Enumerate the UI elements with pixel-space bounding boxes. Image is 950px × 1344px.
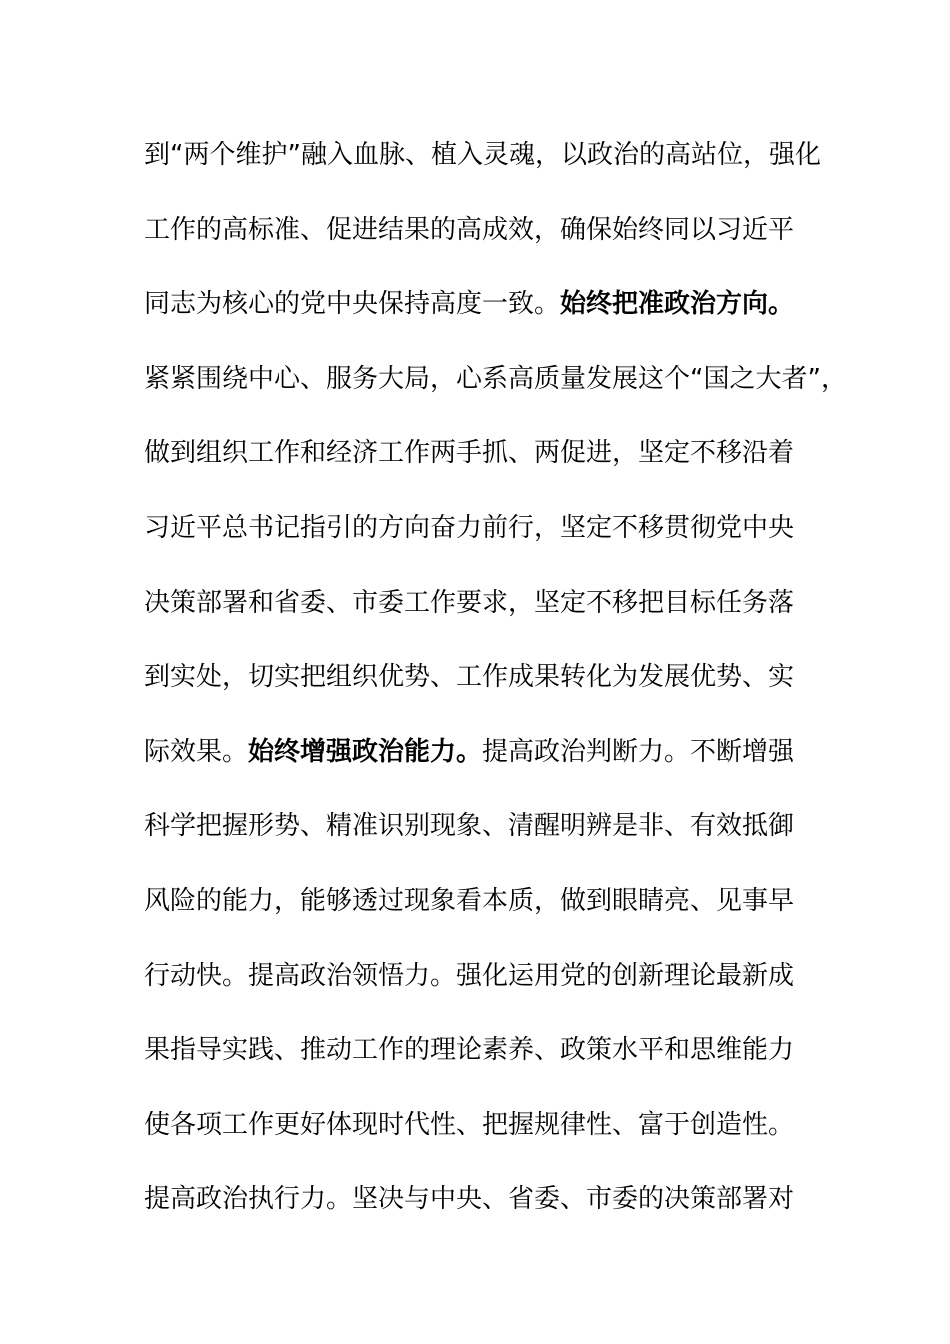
bold-heading-segment: 始终把准政治方向。 xyxy=(560,289,795,320)
text-segment: 紧紧围绕中心、服务大局，心系高质量发展这个“国之大者”， xyxy=(144,363,847,394)
text-line xyxy=(144,640,844,715)
text-line xyxy=(144,1162,844,1237)
text-line xyxy=(144,715,844,790)
text-line xyxy=(144,864,844,939)
text-segment: 风险的能力，能够透过现象看本质，做到眼睛亮、见事早 xyxy=(144,885,795,916)
text-line xyxy=(144,267,844,342)
body-text xyxy=(144,118,847,1237)
text-segment: 提高政治判断力。不断增强 xyxy=(482,736,795,767)
text-segment: 行动快。提高政治领悟力。强化运用党的创新理论最新成 xyxy=(144,960,795,991)
text-segment: 做到组织工作和经济工作两手抓、两促进，坚定不移沿着 xyxy=(144,438,795,469)
text-line xyxy=(144,939,844,1014)
text-line xyxy=(144,118,844,193)
text-line xyxy=(144,789,844,864)
text-line xyxy=(144,491,844,566)
text-segment: 果指导实践、推动工作的理论素养、政策水平和思维能力 xyxy=(144,1035,795,1066)
text-segment: 使各项工作更好体现时代性、把握规律性、富于创造性。 xyxy=(144,1109,795,1140)
text-line xyxy=(144,416,844,491)
text-segment: 提高政治执行力。坚决与中央、省委、市委的决策部署对 xyxy=(144,1184,795,1215)
text-line xyxy=(144,566,844,641)
text-segment: 到实处，切实把组织优势、工作成果转化为发展优势、实 xyxy=(144,662,795,693)
text-segment: 际效果。 xyxy=(144,736,249,767)
text-line xyxy=(144,342,847,417)
text-line xyxy=(144,1088,844,1163)
bold-heading-segment: 始终增强政治能力。 xyxy=(248,736,483,767)
text-segment: 习近平总书记指引的方向奋力前行，坚定不移贯彻党中央 xyxy=(144,512,795,543)
text-line xyxy=(144,1013,844,1088)
text-segment: 工作的高标准、促进结果的高成效，确保始终同以习近平 xyxy=(144,214,795,245)
text-segment: 到“两个维护”融入血脉、植入灵魂，以政治的高站位，强化 xyxy=(144,140,821,170)
text-segment: 同志为核心的党中央保持高度一致。 xyxy=(144,289,561,320)
text-segment: 科学把握形势、精准识别现象、清醒明辨是非、有效抵御 xyxy=(144,811,795,842)
text-line xyxy=(144,193,844,268)
text-segment: 决策部署和省委、市委工作要求，坚定不移把目标任务落 xyxy=(144,587,795,618)
